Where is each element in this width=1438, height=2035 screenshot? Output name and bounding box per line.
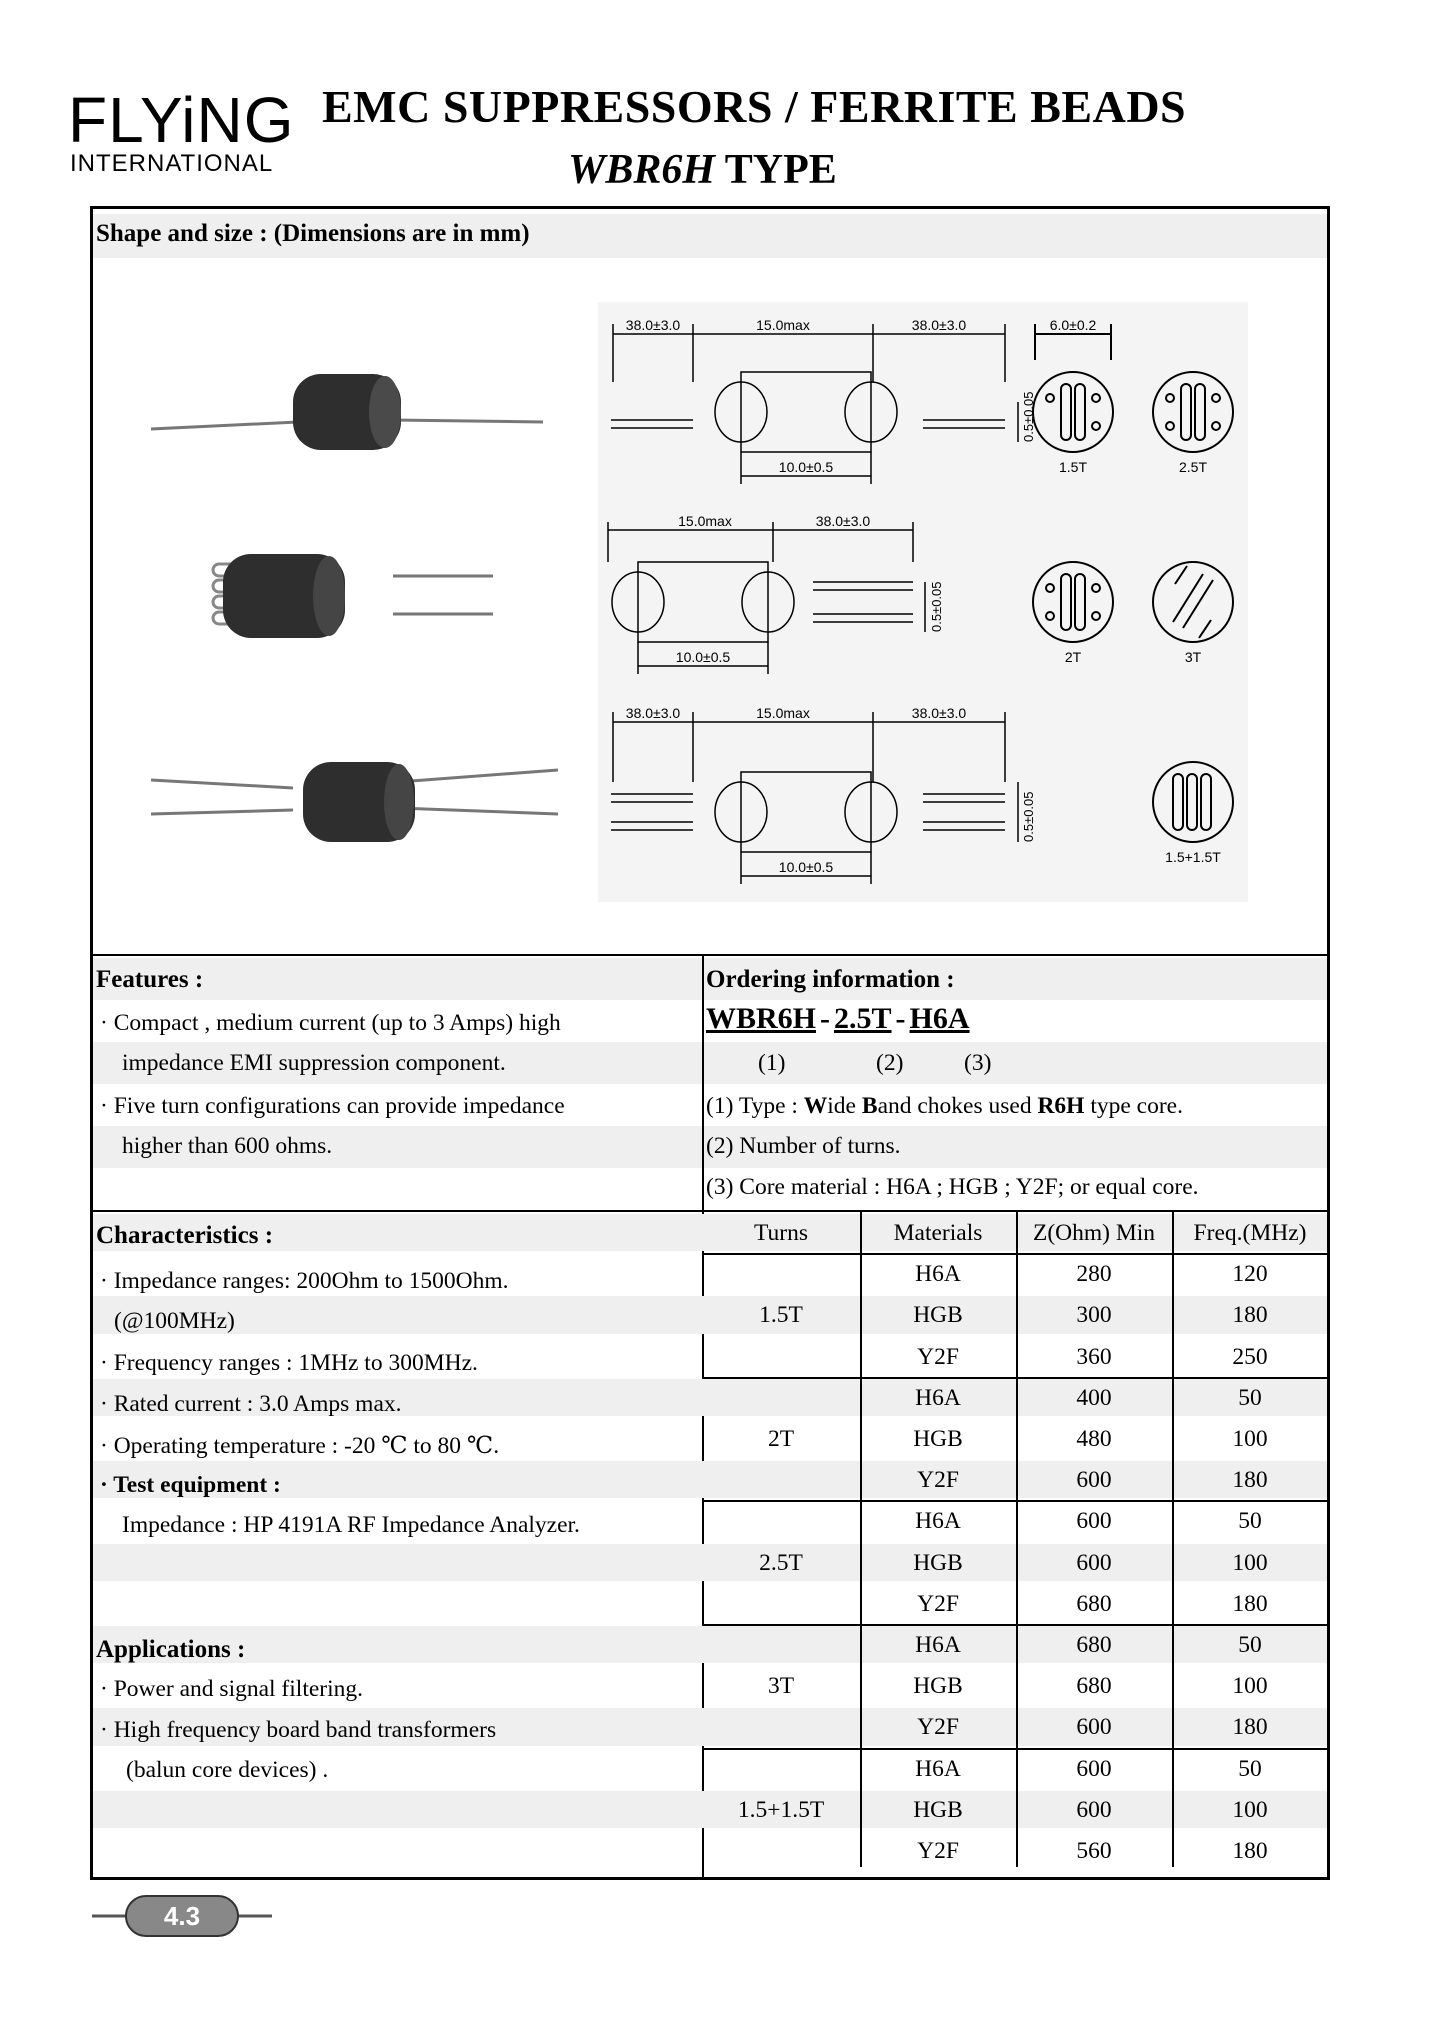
turns-cell: 2T [767,1426,795,1452]
table-cell: HGB [913,1673,963,1700]
part-index-2: (2) [876,1050,904,1076]
turns-cell: 2.5T [759,1549,803,1576]
page-number-badge [92,1888,272,1944]
ordering-line-3: (3) Core material : H6A ; HGB ; Y2F; or equal core. [706,1174,1199,1200]
features-heading: Features : [96,966,204,993]
test-equipment-heading: · Test equipment : [100,1472,281,1498]
rule-characteristics-top [92,1210,1328,1212]
table-cell: Y2F [917,1467,959,1494]
dim-body-max-2: 15.0max [678,513,732,529]
char-line-4: · Rated current : 3.0 Amps max. [100,1391,402,1417]
turn-label-2.5T: 2.5T [1178,459,1208,475]
table-cell: 50 [1238,1384,1262,1411]
dim-wire-2: 0.5±0.05 [929,581,944,632]
table-cell: H6A [915,1632,961,1658]
table-cell: 680 [1076,1590,1112,1617]
table-cell: 400 [1076,1384,1112,1411]
part-index-3: (3) [964,1050,992,1076]
table-group-rule [702,1377,1328,1379]
table-header-cell: Materials [893,1220,983,1246]
dim-wire-1: 0.5±0.05 [1021,391,1036,442]
table-cell: H6A [915,1261,961,1288]
table-cell: H6A [915,1755,961,1782]
application-line-1: · Power and signal filtering. [100,1676,364,1702]
table-cell: 100 [1232,1426,1268,1452]
part-type: WBR6H [706,1002,817,1035]
table-group-rule [702,1624,1328,1626]
table-cell: 280 [1076,1261,1112,1288]
dim-body-len-1: 10.0±0.5 [778,459,834,475]
table-header-cell: Z(Ohm) Min [1032,1220,1156,1246]
table-cell: HGB [913,1796,963,1823]
shape-heading: Shape and size : (Dimensions are in mm) [96,220,530,247]
dim-body-max-1: 15.0max [756,317,810,333]
feature-line-2: impedance EMI suppression component. [122,1050,506,1076]
dim-body-len-3: 10.0±0.5 [778,859,834,875]
rule-features-top [92,954,1328,956]
table-cell: 120 [1232,1261,1268,1288]
type-name: WBR6H [568,147,716,193]
bead-photo-3 [151,762,558,842]
table-cell: 600 [1076,1508,1112,1535]
table-cell: 600 [1076,1796,1112,1823]
table-cell: HGB [913,1549,963,1576]
part-index-1: (1) [758,1050,786,1076]
dim-lead-b-1: 38.0±3.0 [911,317,967,333]
feature-line-1: · Compact , medium current (up to 3 Amps) high [100,1010,561,1036]
table-cell: H6A [915,1384,961,1411]
dim-wire-3: 0.5±0.05 [1021,791,1036,842]
table-cell: Y2F [917,1590,959,1617]
ordering-heading: Ordering information : [706,966,955,993]
char-line-5: · Operating temperature : -20 ℃ to 80 ℃. [100,1433,500,1459]
table-group-rule [702,1748,1328,1750]
table-cell: 480 [1076,1426,1112,1452]
turn-label-3T: 3T [1184,649,1202,665]
char-line-2: (@100MHz) [114,1308,235,1334]
turn-label-1.5T: 1.5T [1058,459,1088,475]
table-cell: 600 [1076,1755,1112,1782]
applications-heading: Applications : [96,1636,246,1663]
type-suffix: TYPE [724,147,837,193]
table-cell: 50 [1238,1632,1262,1658]
ordering-line-2: (2) Number of turns. [706,1133,901,1159]
ordering-line-1: (1) Type : Wide Band chokes used R6H type core. [706,1093,1183,1119]
table-cell: 360 [1076,1343,1112,1370]
table-cell: 180 [1232,1590,1268,1617]
table-header-rule [702,1253,1328,1255]
dim-body-len-2: 10.0±0.5 [675,649,731,665]
table-cell: HGB [913,1302,963,1329]
char-line-1: · Impedance ranges: 200Ohm to 1500Ohm. [100,1268,509,1294]
table-cell: 100 [1232,1796,1268,1823]
dim-lead-b-3: 38.0±3.0 [911,705,967,721]
table-cell: HGB [913,1426,963,1452]
table-cell: Y2F [917,1343,959,1370]
part-material: H6A [909,1002,970,1035]
table-group-rule [702,1500,1328,1502]
char-line-3: · Frequency ranges : 1MHz to 300MHz. [100,1350,478,1376]
page-subtitle [568,146,837,194]
table-cell: 680 [1076,1632,1112,1658]
table-cell: 250 [1232,1343,1268,1370]
table-cell: Y2F [917,1838,959,1864]
test-equipment-line: Impedance : HP 4191A RF Impedance Analyzer. [122,1512,580,1538]
part-sep-1: - [820,1002,831,1035]
company-logo: FLYiNG [68,84,295,156]
table-cell: 600 [1076,1714,1112,1741]
table-cell: 180 [1232,1838,1268,1864]
table-header-cell: Turns [754,1220,808,1246]
company-logo-sub: INTERNATIONAL [70,150,274,177]
application-line-2: · High frequency board band transformers [100,1717,497,1743]
table-cell: H6A [915,1508,961,1535]
part-turns: 2.5T [834,1002,892,1035]
table-cell: 680 [1076,1673,1112,1700]
table-cell: Y2F [917,1714,959,1741]
table-cell: 600 [1076,1549,1112,1576]
table-cell: 560 [1076,1838,1112,1864]
bead-photo-2 [213,554,493,638]
page-number: 4.3 [163,1901,201,1931]
part-number [706,1002,970,1036]
dim-diameter: 6.0±0.2 [1049,317,1097,333]
feature-line-3: · Five turn configurations can provide impedance [100,1093,565,1119]
table-cell: 300 [1076,1302,1112,1329]
dim-lead-b-2: 38.0±3.0 [815,513,871,529]
table-cell: 100 [1232,1673,1268,1700]
table-header-cell: Freq.(MHz) [1193,1220,1307,1246]
dim-body-max-3: 15.0max [756,705,810,721]
bead-photo-1 [151,374,543,450]
page-title: EMC SUPPRESSORS / FERRITE BEADS [322,81,1187,132]
part-sep-2: - [895,1002,906,1035]
table-cell: 50 [1238,1508,1262,1535]
table-cell: 600 [1076,1467,1112,1494]
dim-lead-a-3: 38.0±3.0 [625,705,681,721]
application-line-3: (balun core devices) . [126,1757,329,1783]
table-cell: 100 [1232,1549,1268,1576]
turn-label-1.5+1.5T: 1.5+1.5T [1165,849,1221,865]
dim-lead-a-1: 38.0±3.0 [625,317,681,333]
turns-cell: 1.5+1.5T [737,1796,825,1823]
characteristics-heading: Characteristics : [96,1222,274,1249]
table-cell: 180 [1232,1714,1268,1741]
table-cell: 180 [1232,1302,1268,1329]
table-cell: 50 [1238,1755,1262,1782]
turns-cell: 1.5T [759,1302,803,1329]
table-cell: 180 [1232,1467,1268,1494]
turn-label-2T: 2T [1064,649,1082,665]
shape-figure [93,262,1327,952]
turns-cell: 3T [767,1673,795,1700]
feature-line-4: higher than 600 ohms. [122,1133,333,1159]
